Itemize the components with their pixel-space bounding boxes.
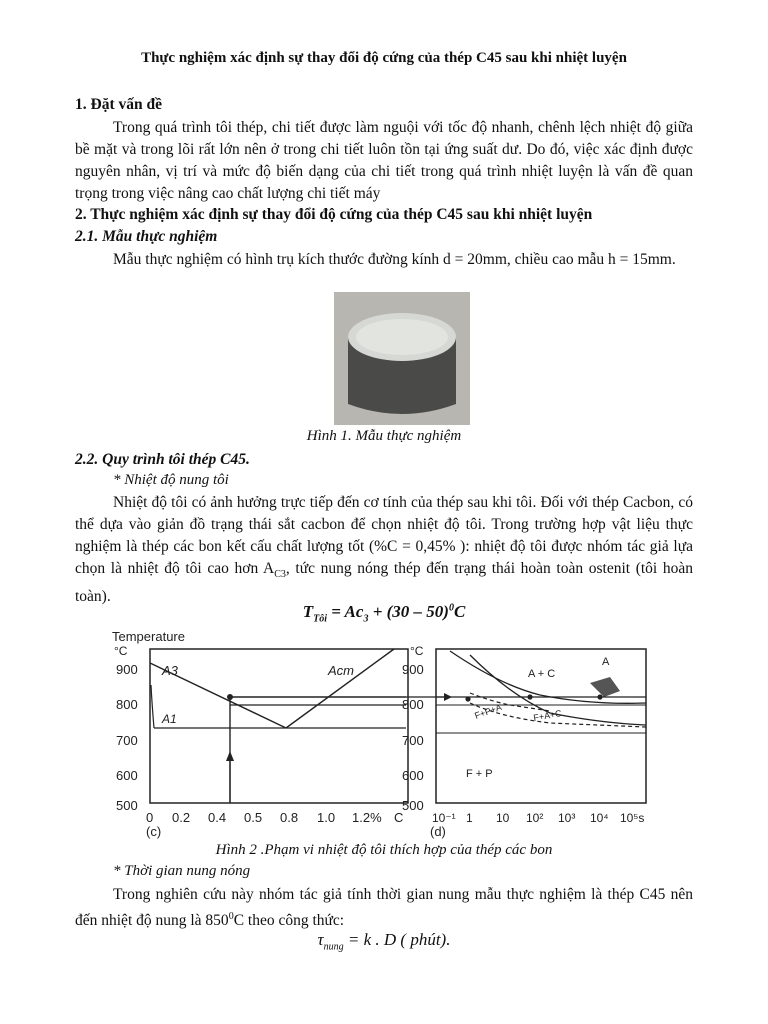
label-acm: Acm <box>328 663 354 678</box>
label-fp: F + P <box>466 768 493 780</box>
left-x-ticks <box>146 810 403 825</box>
label-a3: A3 <box>162 663 178 678</box>
left-ylabel: Temperature <box>112 629 185 644</box>
section-1-paragraph: Trong quá trình tôi thép, chi tiết được làm nguội với tốc độ nhanh, chênh lệch nhiệt độ giữa bề mặt và trong lõi rất lớn nên ở trong chi tiết luôn tồn tại ứng suất dư. Do đó, việc xác định được nguyên nhân, vị trí và mức độ biến dạng của chi tiết trong quá trình nhiệt luyện là vấn đề quan trọng trong việc nâng cao chất lượng chi tiết máy <box>75 119 693 202</box>
quench-temp-formula: $T_{Tôi} = Ac_3 + (30 - 50)^0C$ <box>302 602 466 625</box>
section-2-1-heading: 2.1. Mẫu thực nghiệm <box>75 228 218 245</box>
right-xtick: 10³ <box>558 811 576 825</box>
right-xtick: 10 <box>496 811 510 825</box>
right-ytick: 800 <box>402 697 424 712</box>
left-xtick: 1.2% <box>352 810 382 825</box>
left-xtick: 0.4 <box>208 810 227 825</box>
left-ytick: 600 <box>116 768 138 783</box>
a1-curve <box>151 685 154 728</box>
section-2-2-heading: 2.2. Quy trình tôi thép C45. <box>75 451 250 468</box>
left-xtick: 1.0 <box>317 810 336 825</box>
section-1-heading: 1. Đặt vấn đề <box>75 96 162 113</box>
right-xtick: 10⁻¹ <box>432 811 456 825</box>
figure-2-chart <box>110 625 650 840</box>
sample-photo <box>334 292 470 425</box>
section-2-heading: 2. Thực nghiệm xác định sự thay đổi độ cứng của thép C45 sau khi nhiệt luyện <box>75 206 593 223</box>
left-xtick: 0.5 <box>244 810 263 825</box>
right-ytick: 900 <box>402 662 424 677</box>
left-ytick: 700 <box>116 733 138 748</box>
left-xlabel: C <box>394 810 404 825</box>
right-yunit: °C <box>410 644 424 658</box>
label-a1: A1 <box>162 712 177 726</box>
left-yunit: °C <box>114 644 128 658</box>
right-xtick: 10² <box>526 811 544 825</box>
left-panel-label: (c) <box>146 824 162 839</box>
quench-temp-subheading: * Nhiệt độ nung tôi <box>113 472 229 488</box>
right-panel-label: (d) <box>430 824 446 839</box>
right-xtick: 1 <box>466 811 473 825</box>
right-ytick: 600 <box>402 768 424 783</box>
left-xtick: 0 <box>146 810 154 825</box>
right-x-ticks <box>432 811 644 825</box>
acm-line <box>286 649 394 728</box>
quench-temp-paragraph: Nhiệt độ tôi có ảnh hưởng trực tiếp đến cơ tính của thép sau khi tôi. Đối với thép Cacbon, có thể dựa vào giản đồ trạng thái sắt cacbon để chọn nhiệt độ tôi. Trong trường hợp vật liệu thực nghiệm là thép các bon kết cấu chất lượng tốt (%C = 0,45% ): nhiệt độ tôi được nhóm tác giả lựa chọn là nhiệt độ tôi cao hơn $A_{C3}$, tức nung nóng thép đến trạng thái hoàn toàn ostenit (tôi hoàn toàn). <box>75 494 694 606</box>
heating-time-paragraph: Trong nghiên cứu này nhóm tác giả tính thời gian nung mẫu thực nghiệm là thép C45 nên đến nhiệt độ nung là $850^0C$ theo công thức: <box>75 886 693 930</box>
left-xtick: 0.8 <box>280 810 299 825</box>
section-2-1-paragraph: Mẫu thực nghiệm có hình trụ kích thước đường kính d = 20mm, chiều cao mẫu h = 15mm. <box>113 251 676 268</box>
left-y-ticks <box>116 662 138 813</box>
heating-time-subheading: * Thời gian nung nóng <box>113 863 251 879</box>
left-ytick: 800 <box>116 697 138 712</box>
left-ytick: 900 <box>116 662 138 677</box>
right-xtick: 10⁴ <box>590 811 609 825</box>
document-title: Thực nghiệm xác định sự thay đổi độ cứng của thép C45 sau khi nhiệt luyện <box>141 50 627 66</box>
right-y-ticks <box>402 662 424 813</box>
right-xtick: 10⁵s <box>620 811 645 825</box>
ttt-hatch <box>590 677 620 697</box>
label-a: A <box>602 656 610 668</box>
figure-2-caption: Hình 2 .Phạm vi nhiệt độ tôi thích hợp của thép các bon <box>215 842 553 858</box>
right-ytick: 700 <box>402 733 424 748</box>
label-fpa: F+P+A <box>473 701 504 721</box>
figure-1-caption: Hình 1. Mẫu thực nghiệm <box>306 428 462 444</box>
right-ytick: 500 <box>402 798 424 813</box>
heating-time-formula: $\tau_{nung} = k$ . D ( phút). <box>317 930 451 953</box>
left-ytick: 500 <box>116 798 138 813</box>
left-xtick: 0.2 <box>172 810 191 825</box>
label-fac: F+A+C <box>532 708 563 723</box>
label-a-plus-c: A + C <box>528 668 556 680</box>
